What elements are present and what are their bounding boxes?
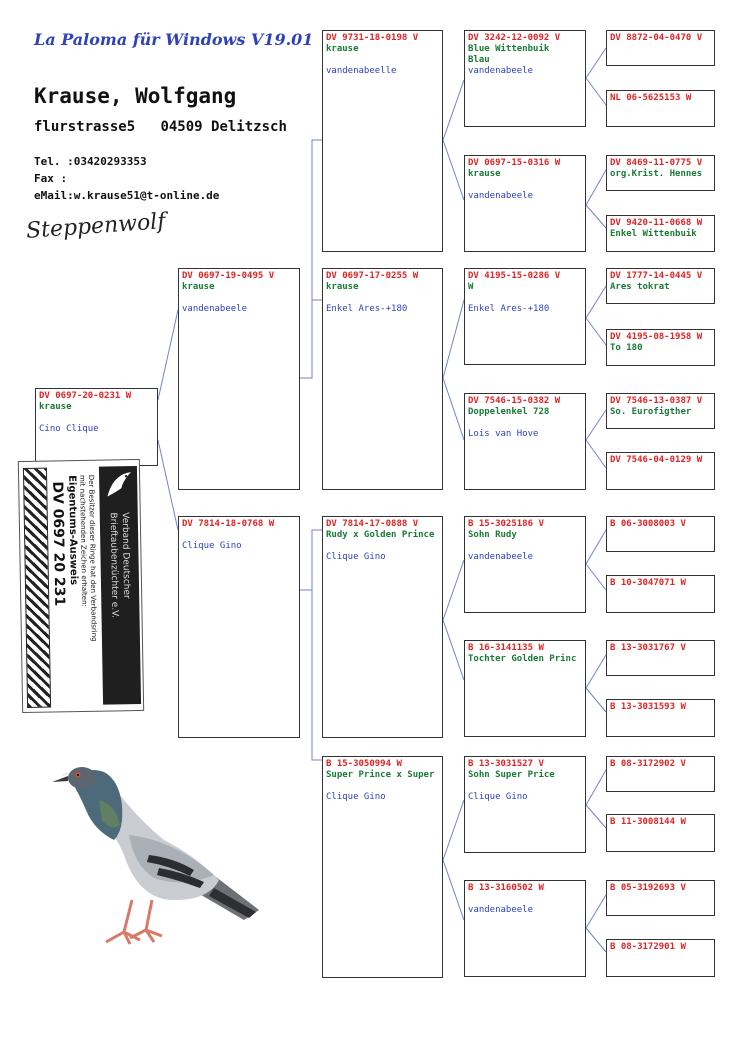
pedigree-g15: [606, 880, 715, 916]
breeder-line: krause: [326, 44, 359, 54]
ring-number: B 08-3172902 V: [610, 759, 686, 769]
strain-line: Enkel Ares-+180: [326, 304, 408, 314]
pedigree-g16: [606, 939, 715, 977]
name-line: Sohn Super Price: [468, 770, 555, 780]
ring-number: B 13-3031593 W: [610, 702, 686, 712]
strain-line: Enkel Ares-+180: [468, 304, 550, 314]
app-title: La Paloma für Windows V19.01: [34, 30, 314, 49]
owner-zip-city: 04509 Delitzsch: [160, 119, 287, 135]
pedigree-ffm: [464, 155, 586, 252]
breeder-line: krause: [182, 282, 215, 292]
pedigree-subject: [35, 388, 158, 466]
card-title: Eigentums-Ausweis: [66, 475, 79, 586]
pedigree-mmf: [464, 756, 586, 853]
breeder-line: Super Prince x Super: [326, 770, 435, 780]
pigeon-logo-icon: [99, 466, 138, 507]
ring-number: DV 1777-14-0445 V: [610, 271, 703, 281]
pedigree-mff: [464, 516, 586, 613]
pedigree-g2: [606, 90, 715, 127]
ring-number: B 15-3050994 W: [326, 759, 402, 769]
name-line: Doppelenkel 728: [468, 407, 550, 417]
owner-tel: Tel. :03420293353: [34, 155, 147, 168]
strain-line: vandenabeele: [468, 552, 534, 562]
pedigree-g8: [606, 452, 715, 490]
strain-line: Clique Gino: [326, 792, 386, 802]
owner-name: Krause, Wolfgang: [34, 84, 237, 108]
strain-line: Clique Gino: [468, 792, 528, 802]
strain-line: Clique Gino: [182, 541, 242, 551]
pedigree-ff: [322, 30, 443, 252]
card-ring-number: DV 0697 20 231: [49, 481, 68, 607]
pedigree-mmm: [464, 880, 586, 977]
strain-line: vandenabeelle: [326, 66, 397, 76]
pedigree-g12: [606, 699, 715, 737]
ring-number: B 08-3172901 W: [610, 942, 686, 952]
pedigree-mf: [322, 516, 443, 738]
ring-number: DV 7546-13-0387 V: [610, 396, 703, 406]
breeder-line: W: [468, 282, 474, 292]
strain-line: vandenabeele: [468, 191, 534, 201]
ring-number: DV 4195-15-0286 V: [468, 271, 561, 281]
pedigree-fm: [322, 268, 443, 490]
owner-email: eMail:w.krause51@t-online.de: [34, 189, 220, 202]
pedigree-g1: [606, 30, 715, 66]
ring-number: DV 7546-15-0382 W: [468, 396, 561, 406]
card-text-line1: Der Besitzer dieser Ringe hat den Verbandsring: [87, 474, 98, 642]
breeder-line: krause: [468, 169, 501, 179]
ring-number: DV 8469-11-0775 V: [610, 158, 703, 168]
pedigree-g14: [606, 814, 715, 852]
ring-number: B 11-3008144 W: [610, 817, 686, 827]
pedigree-g7: [606, 393, 715, 429]
ring-number: B 15-3025186 V: [468, 519, 544, 529]
name-line: To 180: [610, 343, 643, 353]
strain-line: Cino Clique: [39, 424, 99, 434]
pedigree-fmm: [464, 393, 586, 490]
pedigree-g4: [606, 215, 715, 252]
ownership-id-card: [18, 459, 144, 713]
ring-number: B 06-3008003 V: [610, 519, 686, 529]
breeder-line: krause: [326, 282, 359, 292]
color-line: Blau: [468, 55, 490, 65]
pedigree-g3: [606, 155, 715, 191]
name-line: Blue Wittenbuik: [468, 44, 550, 54]
breeder-line: krause: [39, 402, 72, 412]
ring-number: DV 0697-15-0316 W: [468, 158, 561, 168]
owner-street: flurstrasse5: [34, 119, 136, 135]
pedigree-mfm: [464, 640, 586, 737]
ring-number: NL 06-5625153 W: [610, 93, 692, 103]
pedigree-fff: [464, 30, 586, 127]
card-org-panel: [99, 466, 141, 705]
ring-number: B 13-3031527 V: [468, 759, 544, 769]
ring-number: B 13-3160502 W: [468, 883, 544, 893]
pedigree-fmf: [464, 268, 586, 365]
strain-line: Lois van Hove: [468, 429, 539, 439]
ring-number: B 13-3031767 V: [610, 643, 686, 653]
pigeon-photo: [44, 760, 264, 960]
pedigree-father: [178, 268, 300, 490]
card-text-panel: [47, 467, 101, 706]
name-line: org.Krist. Hennes: [610, 169, 703, 179]
ring-number: DV 7546-04-0129 W: [610, 455, 703, 465]
ring-number: DV 3242-12-0092 V: [468, 33, 561, 43]
ring-number: B 05-3192693 V: [610, 883, 686, 893]
strain-line: Clique Gino: [326, 552, 386, 562]
name-line: Ares tokrat: [610, 282, 670, 292]
ring-number: DV 0697-17-0255 W: [326, 271, 419, 281]
handwritten-signature: Steppenwolf: [25, 209, 167, 244]
ring-number: DV 8872-04-0470 V: [610, 33, 703, 43]
ring-number: B 10-3047071 W: [610, 578, 686, 588]
ring-number: DV 0697-20-0231 W: [39, 391, 132, 401]
name-line: Sohn Rudy: [468, 530, 517, 540]
name-line: Enkel Wittenbuik: [610, 229, 697, 239]
name-line: So. Eurofigther: [610, 407, 692, 417]
pedigree-g11: [606, 640, 715, 676]
breeder-line: Rudy x Golden Prince: [326, 530, 435, 540]
pedigree-mm: [322, 756, 443, 978]
ring-number: DV 7814-17-0888 V: [326, 519, 419, 529]
strain-line: vandenabeele: [468, 66, 534, 76]
pedigree-g10: [606, 575, 715, 613]
pedigree-mother: [178, 516, 300, 738]
card-text-line2: mit nachstehenden Zeichen erhalten:: [78, 474, 89, 607]
strain-line: vandenabeele: [182, 304, 248, 314]
strain-line: vandenabeele: [468, 905, 534, 915]
ring-number: DV 4195-08-1958 W: [610, 332, 703, 342]
owner-fax: Fax :: [34, 172, 68, 185]
ring-number: DV 9731-18-0198 V: [326, 33, 419, 43]
card-org-line1: Verband Deutscher: [119, 512, 132, 599]
ring-number: DV 9420-11-0668 W: [610, 218, 703, 228]
ring-number: DV 7814-18-0768 W: [182, 519, 275, 529]
pedigree-g9: [606, 516, 715, 552]
ring-number: DV 0697-19-0495 V: [182, 271, 275, 281]
pedigree-g13: [606, 756, 715, 792]
name-line: Tochter Golden Princ: [468, 654, 577, 664]
ring-number: B 16-3141135 W: [468, 643, 544, 653]
card-org-line2: Brieftaubenzüchter e.V.: [107, 512, 120, 619]
pedigree-g6: [606, 329, 715, 366]
pedigree-g5: [606, 268, 715, 304]
